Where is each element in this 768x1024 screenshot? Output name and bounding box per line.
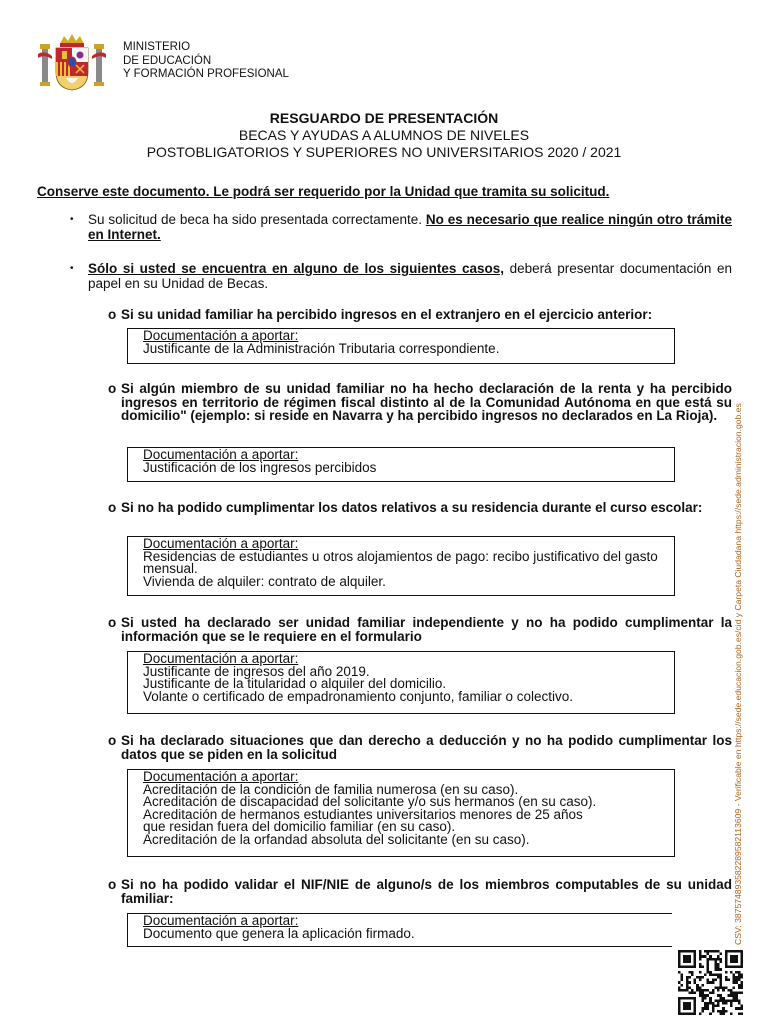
case-text: Si usted ha declarado ser unidad familiar independiente y no ha podido cumplimentar la información que se le requiere en el formulario <box>121 615 732 644</box>
qr-code <box>678 950 743 1015</box>
bullet-emphasis: No es necesario que realice ningún otro trámite en Internet. <box>88 212 733 242</box>
ministry-line: MINISTERIO <box>123 41 191 53</box>
bullet-mark: • <box>70 263 74 274</box>
documentation-line: Acreditación de la condición de familia numerosa (en su caso). <box>143 781 519 797</box>
bullet-item <box>70 261 732 291</box>
case-mark: o <box>108 733 117 748</box>
case-mark: o <box>108 500 117 515</box>
bullet-item <box>70 212 732 242</box>
case-mark: o <box>108 615 117 630</box>
documentation-box <box>127 651 675 714</box>
case-mark: o <box>108 877 117 892</box>
documentation-box <box>127 328 675 364</box>
conserve-notice: Conserve este documento. Le podrá ser requerido por la Unidad que tramita su solicitud. <box>37 184 610 199</box>
ministry-line: Y FORMACIÓN PROFESIONAL <box>123 68 289 80</box>
case-text: Si su unidad familiar ha percibido ingresos en el extranjero en el ejercicio anterior: <box>121 307 653 322</box>
documentation-header: Documentación a aportar: <box>143 328 299 343</box>
bullet-text: deberá presentar documentación en papel en su Unidad de Becas. <box>88 261 732 291</box>
case-text: Si ha declarado situaciones que dan derecho a deducción y no ha podido cumplimentar los datos que se piden en la solicitud <box>121 733 732 762</box>
documentation-line: Justificante de ingresos del año 2019. <box>143 663 370 679</box>
case-text: Si no ha podido cumplimentar los datos relativos a su residencia durante el curso escolar: <box>121 500 703 515</box>
documentation-line: Justificante de la titularidad o alquiler del domicilio. <box>143 676 447 691</box>
case-text: Si no ha podido validar el NIF/NIE de alguno/s de los miembros computables de su unidad familiar: <box>121 877 732 906</box>
ministry-line: DE EDUCACIÓN <box>123 54 212 67</box>
case-item <box>108 501 732 515</box>
documentation-line: Acreditación de discapacidad del solicitante y/o sus hermanos (en su caso). <box>143 794 597 809</box>
documentation-line: Justificante de la Administración Tributaria correspondiente. <box>143 340 500 356</box>
bullet-emphasis: Sólo si usted se encuentra en alguno de los siguientes casos, <box>88 261 504 276</box>
documentation-header: Documentación a aportar: <box>143 769 299 784</box>
bullet-mark: • <box>70 214 74 225</box>
case-item <box>108 616 732 643</box>
documentation-line: Documento que genera la aplicación firmado. <box>143 925 415 941</box>
document-subtitle: POSTOBLIGATORIOS Y SUPERIORES NO UNIVERSITARIOS 2020 / 2021 <box>146 144 622 160</box>
verification-text <box>733 325 747 945</box>
documentation-box <box>127 769 675 857</box>
documentation-line: Acreditación de hermanos estudiantes universitarios menores de 25 años que residan fuera del domicilio familiar (en su caso). <box>143 806 583 834</box>
documentation-box <box>127 536 675 596</box>
documentation-line: Acreditación de la orfandad absoluta del solicitante (en su caso). <box>143 831 530 847</box>
document-title-block <box>0 110 768 161</box>
documentation-header: Documentación a aportar: <box>143 536 299 551</box>
case-mark: o <box>108 381 117 396</box>
case-text: Si algún miembro de su unidad familiar no ha hecho declaración de la renta y ha percibido ingresos en territorio de régimen fiscal distinto al de la Comunidad Autónoma en que está su domicilio" (ejemplo: si reside en Navarra y ha percibido ingresos no declarados en La Rioja). <box>121 381 732 423</box>
ministry-name <box>123 41 289 82</box>
documentation-box <box>127 447 675 482</box>
documentation-line: Justificación de los ingresos percibidos <box>143 459 377 475</box>
document-subtitle: BECAS Y AYUDAS A ALUMNOS DE NIVELES <box>238 127 530 143</box>
documentation-header: Documentación a aportar: <box>143 447 299 462</box>
bullet-text: Su solicitud de beca ha sido presentada correctamente. <box>88 212 426 227</box>
case-item <box>108 308 732 322</box>
documentation-header: Documentación a aportar: <box>143 913 299 928</box>
documentation-line: Volante o certificado de empadronamiento conjunto, familiar o colectivo. <box>143 688 573 704</box>
documentation-line: Residencias de estudiantes u otros alojamientos de pago: recibo justificativo del gasto mensual. <box>143 548 658 576</box>
case-mark: o <box>108 307 117 322</box>
documentation-line: Vivienda de alquiler: contrato de alquiler. <box>143 573 386 589</box>
verification-csv: CSV: 3875748935822895821136​09 - Verificable en https://sede.educacion.gob.es/cid y Carpeta Ciudadana https://sede.administracion.gob.es <box>733 403 743 945</box>
case-item <box>108 382 732 423</box>
case-item <box>108 734 732 761</box>
documentation-box <box>127 913 672 947</box>
coat-of-arms-logo <box>38 32 106 94</box>
case-item <box>108 878 732 905</box>
documentation-header: Documentación a aportar: <box>143 651 299 666</box>
document-title: RESGUARDO DE PRESENTACIÓN <box>269 110 499 126</box>
